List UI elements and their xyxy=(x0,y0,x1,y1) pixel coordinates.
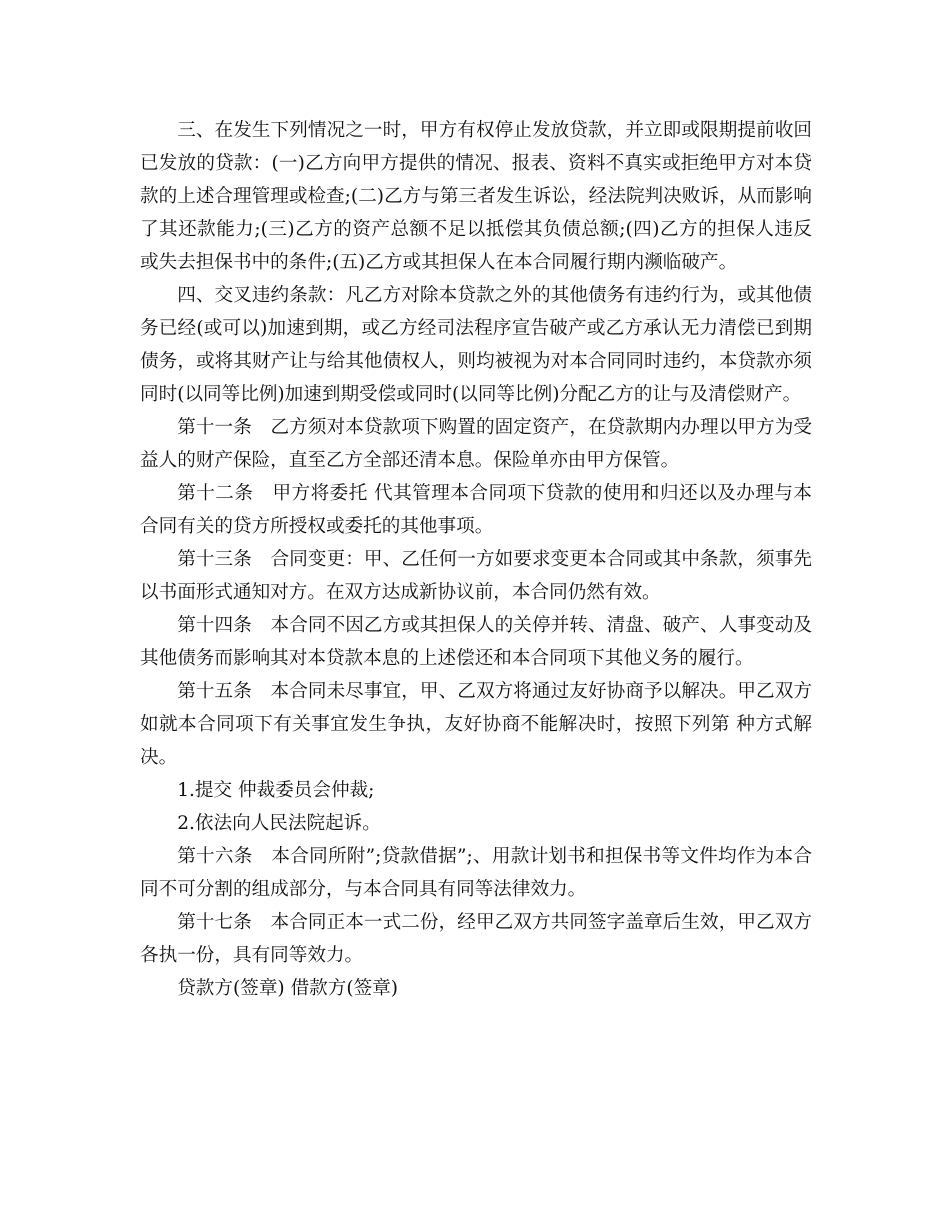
paragraph-article-12: 第十二条 甲方将委托 代其管理本合同项下贷款的使用和归还以及办理与本合同有关的贷方所授权或委托的其他事项。 xyxy=(140,483,812,537)
paragraph-article-15: 第十五条 本合同未尽事宜，甲、乙双方将通过友好协商予以解决。甲乙双方如就本合同项下有关事宜发生争执，友好协商不能解决时，按照下列第 种方式解决。 xyxy=(140,681,812,768)
paragraph-article-13: 第十三条 合同变更：甲、乙任何一方如要求变更本合同或其中条款，须事先以书面形式通知对方。在双方达成新协议前，本合同仍然有效。 xyxy=(140,549,812,603)
list-item-arbitration: 1.提交 仲裁委员会仲裁; xyxy=(177,780,375,801)
document-page xyxy=(140,114,812,1005)
list-item-court: 2.依法向人民法院起诉。 xyxy=(177,813,381,834)
signature-line: 贷款方(签章) 借款方(签章) xyxy=(177,978,399,999)
paragraph-article-14: 第十四条 本合同不因乙方或其担保人的关停并转、清盘、破产、人事变动及其他债务而影响其对本贷款本息的上述偿还和本合同项下其他义务的履行。 xyxy=(140,615,812,669)
paragraph-clause-4: 四、交叉违约条款：凡乙方对除本贷款之外的其他债务有违约行为，或其他债务已经(或可以)加速到期，或乙方经司法程序宣告破产或乙方承认无力清偿已到期债务，或将其财产让与给其他债权人，则均被视为对本合同同时违约，本贷款亦须同时(以同等比例)加速到期受偿或同时(以同等比例)分配乙方的让与及清偿财产。 xyxy=(140,285,812,405)
paragraph-article-17: 第十七条 本合同正本一式二份，经甲乙双方共同签字盖章后生效，甲乙双方各执一份，具有同等效力。 xyxy=(140,912,812,966)
paragraph-article-16: 第十六条 本合同所附”;贷款借据”;、用款计划书和担保书等文件均作为本合同不可分割的组成部分，与本合同具有同等法律效力。 xyxy=(140,846,812,900)
paragraph-clause-3: 三、在发生下列情况之一时，甲方有权停止发放贷款，并立即或限期提前收回已发放的贷款：(一)乙方向甲方提供的情况、报表、资料不真实或拒绝甲方对本贷款的上述合理管理或检查;(二)乙方与第三者发生诉讼，经法院判决败诉，从而影响了其还款能力;(三)乙方的资产总额不足以抵偿其负债总额;(四)乙方的担保人违反或失去担保书中的条件;(五)乙方或其担保人在本合同履行期内濒临破产。 xyxy=(140,120,812,273)
paragraph-article-11: 第十一条 乙方须对本贷款项下购置的固定资产，在贷款期内办理以甲方为受益人的财产保险，直至乙方全部还清本息。保险单亦由甲方保管。 xyxy=(140,417,812,471)
